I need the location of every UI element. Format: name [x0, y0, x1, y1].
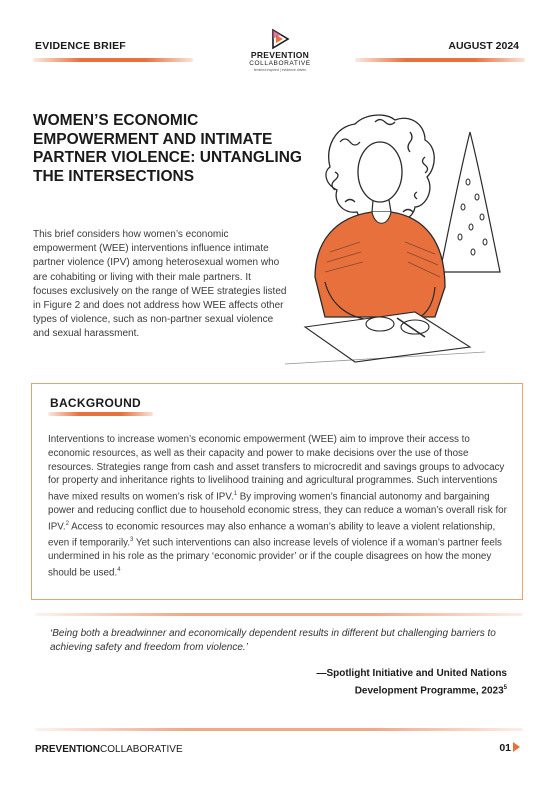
- logo-mark-icon: [269, 28, 291, 50]
- tree-outline: [440, 132, 500, 272]
- page-arrow-icon: [513, 742, 520, 752]
- footnote-ref-5: 5: [503, 685, 507, 691]
- footer-brushstroke: [35, 728, 523, 731]
- background-text-part-3: Access to economic resources may also enhance a woman’s ability to leave a violent relationship, even if temporarily.: [48, 521, 496, 549]
- intro-paragraph: This brief considers how women’s economic empowerment (WEE) interventions influence intimate partner violence (IPV) among heterosexual women who are cohabiting or living with their male partners. It focuses exclusively on the range of WEE strategies listed in Figure 2 and does not address how WEE affects other types of violence, such as non-partner sexual violence and sexual harassment.: [33, 229, 287, 340]
- publication-date: AUGUST 2024: [448, 40, 519, 52]
- page-title: WOMEN’S ECONOMIC EMPOWERMENT AND INTIMATE PARTNER VIOLENCE: UNTANGLING THE INTERSECTIONS: [33, 112, 302, 185]
- logo-name-sub: COLLABORATIVE: [249, 60, 311, 67]
- attribution-line-2: Development Programme, 2023$^5$: [354, 685, 507, 697]
- logo-tagline: feminist inspired | evidence driven: [253, 68, 307, 72]
- background-text-part-1: Interventions to increase women’s economic empowerment (WEE) aim to improve their access to economic resources, as well as their capacity and power to make decisions over the use of those resources. Strategies range from cash and asset transfers to microcredit and savings groups to advocacy for property and inheritance rights to livelihood training and agricultural programmes. Such interventions have mixed results on women’s risk of IPV.: [48, 434, 505, 503]
- footnote-ref-1: 1: [233, 491, 238, 497]
- background-heading-brushstroke: [48, 412, 153, 416]
- background-paragraph: [48, 433, 508, 580]
- footer-brand-light: COLLABORATIVE: [100, 744, 183, 755]
- pull-quote: ‘Being both a breadwinner and economically dependent results in different but challenging barriers to achieving safety and freedom from violence.’: [50, 628, 496, 653]
- header-right-brushstroke: [355, 58, 525, 62]
- background-text-part-2: By improving women’s financial autonomy and bargaining power and reducing conflict due to household economic stress, they can reduce a woman’s overall risk for IPV.: [48, 491, 507, 533]
- prevention-collaborative-logo: [240, 28, 320, 73]
- logo-name-main: PREVENTION: [250, 50, 310, 60]
- header-left-brushstroke: [33, 58, 193, 62]
- footnote-ref-2: 2: [65, 520, 69, 527]
- background-text-part-4: Yet such interventions can also increase levels of violence if a woman’s partner feels undermined in his role as the primary ‘economic provider’ or if the couple disagrees on how the money should be used.: [48, 537, 502, 578]
- background-heading: BACKGROUND: [50, 396, 141, 410]
- attribution-line-1: —Spotlight Initiative and United Nations: [316, 668, 507, 679]
- quote-top-brushstroke: [35, 613, 523, 616]
- footer-brand-bold: PREVENTION: [35, 744, 101, 755]
- footer-brand: [35, 744, 183, 755]
- quote-attribution: [207, 667, 507, 698]
- footnote-ref-4: 4: [117, 566, 121, 573]
- face-shape: [358, 142, 402, 202]
- woman-writing-illustration: [285, 112, 525, 367]
- footnote-ref-3: 3: [130, 536, 134, 543]
- document-type-label: EVIDENCE BRIEF: [35, 40, 126, 52]
- page-number: 01: [499, 742, 520, 754]
